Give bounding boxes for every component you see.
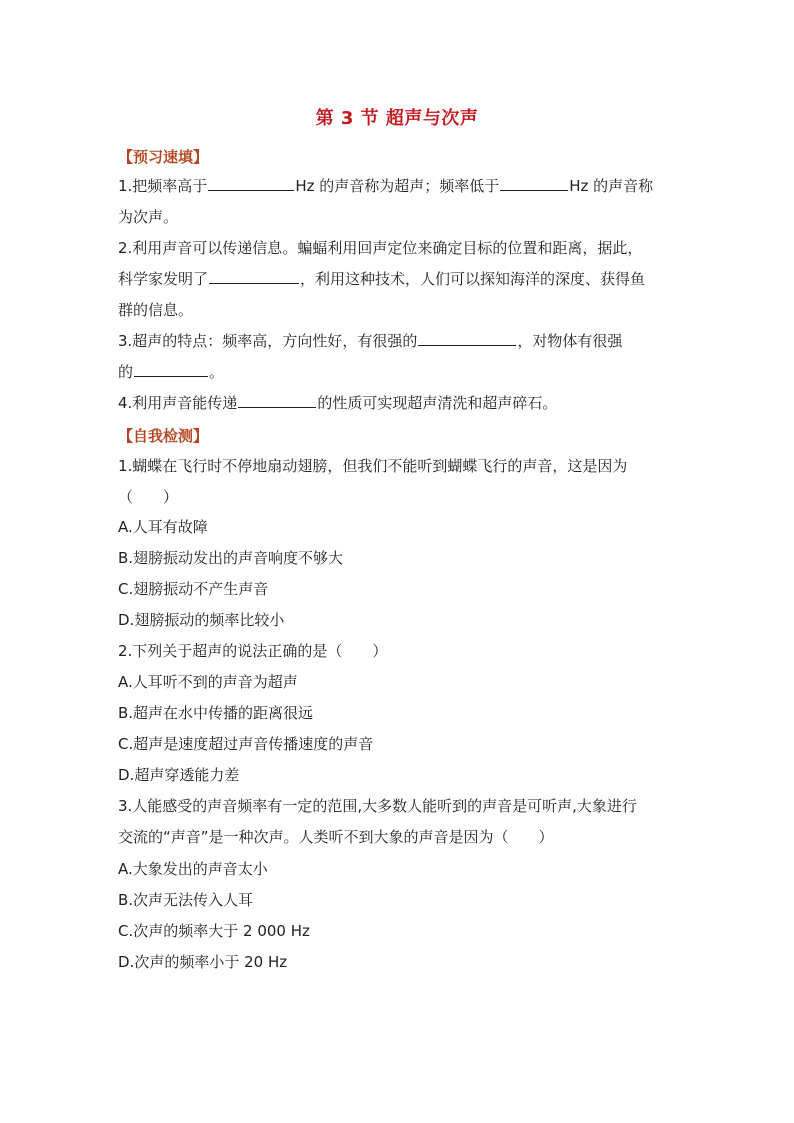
fill-blank[interactable] [418,331,516,346]
selftest-q1-stem2: （ ） [118,488,179,506]
preview-q2-line3: 群的信息。 [118,301,194,319]
selftest-q1-stem1: 1.蝴蝶在飞行时不停地扇动翅膀，但我们不能听到蝴蝶飞行的声音，这是因为 [118,457,628,475]
section-header-selftest: 【自我检测】 [118,427,209,445]
selftest-q3-option-d[interactable]: D.次声的频率小于 20 Hz [118,953,288,971]
preview-q1-line1: 1.把频率高于 Hz 的声音称为超声；频率低于 Hz 的声音称 [118,177,654,195]
selftest-q3-stem1: 3.人能感受的声音频率有一定的范围,大多数人能听到的声音是可听声,大象进行 [118,797,637,815]
selftest-q3-option-b[interactable]: B.次声无法传入人耳 [118,891,254,909]
selftest-q1-option-a[interactable]: A.人耳有故障 [118,518,208,536]
selftest-q2-stem: 2.下列关于超声的说法正确的是（ ） [118,642,388,660]
section-header-preview: 【预习速填】 [118,148,209,166]
fill-blank[interactable] [134,362,208,377]
selftest-q1-option-c[interactable]: C.翅膀振动不产生声音 [118,580,269,598]
selftest-q2-option-b[interactable]: B.超声在水中传播的距离很远 [118,704,314,722]
preview-q2-line2: 科学家发明了 ，利用这种技术，人们可以探知海洋的深度、获得鱼 [118,270,646,288]
preview-q1-line2: 为次声。 [118,208,179,226]
selftest-q1-option-b[interactable]: B.翅膀振动发出的声音响度不够大 [118,549,344,567]
page-title: 第 3 节 超声与次声 [315,108,479,129]
fill-blank[interactable] [208,176,294,191]
preview-q3-line2: 的 。 [118,363,225,381]
selftest-q3-stem2: 交流的“声音”是一种次声。人类听不到大象的声音是因为（ ） [118,828,554,846]
fill-blank[interactable] [209,269,299,284]
selftest-q3-option-c[interactable]: C.次声的频率大于 2 000 Hz [118,922,310,940]
fill-blank[interactable] [238,393,316,408]
selftest-q2-option-a[interactable]: A.人耳听不到的声音为超声 [118,673,298,691]
selftest-q1-option-d[interactable]: D.翅膀振动的频率比较小 [118,611,285,629]
selftest-q2-option-d[interactable]: D.超声穿透能力差 [118,766,240,784]
fill-blank[interactable] [500,176,568,191]
preview-q3-line1: 3.超声的特点：频率高，方向性好，有很强的 ，对物体有很强 [118,332,623,350]
preview-q4-line1: 4.利用声音能传递 的性质可实现超声清洗和超声碎石。 [118,394,558,412]
selftest-q3-option-a[interactable]: A.大象发出的声音太小 [118,860,268,878]
preview-q2-line1: 2.利用声音可以传递信息。蝙蝠利用回声定位来确定目标的位置和距离，据此， [118,239,643,257]
selftest-q2-option-c[interactable]: C.超声是速度超过声音传播速度的声音 [118,735,374,753]
